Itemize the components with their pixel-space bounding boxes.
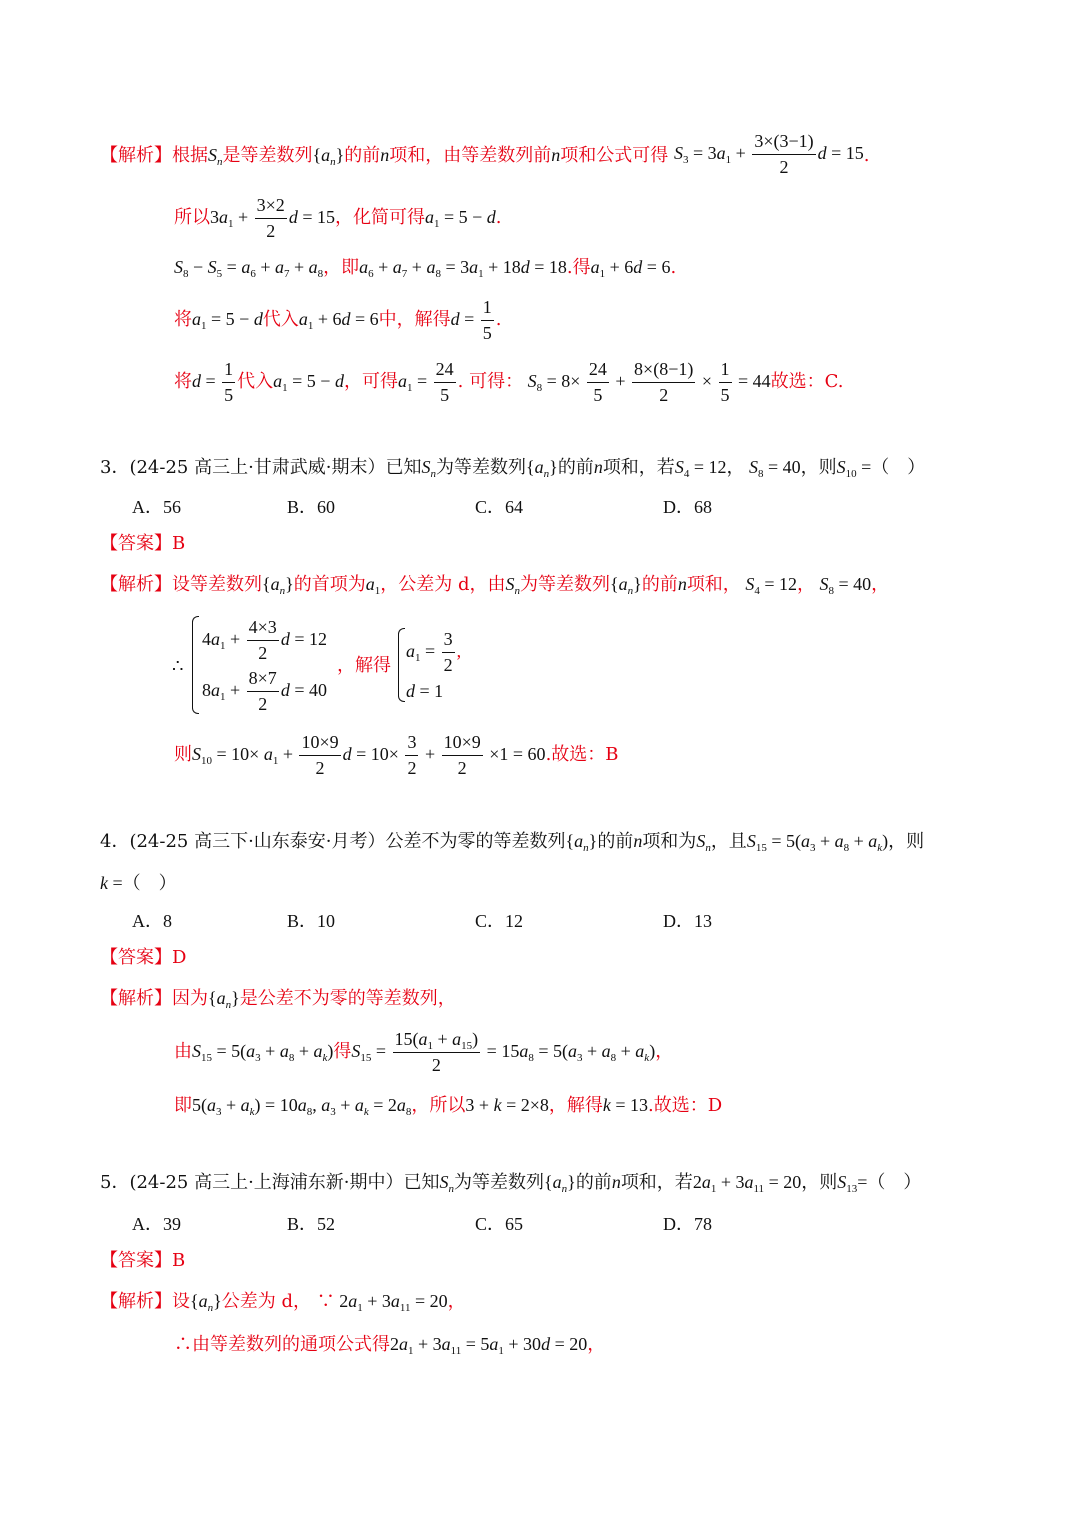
prev-solution-line-5: 将d = $\frac{1}{5}$ 代入$a_1 = 5 - d$，可得$a_1$ = $\frac{24}{5}$ . 可得： $S_8 = 8\times$ $\frac{24}{5}$ + $\frac{8\times(8-1)}{2}$ × $\frac{1}{5}$ = 44故选：C.	[174, 359, 844, 405]
q5-stem: 5．(24-25 高三上·上海浦东新·期中）已知$S_n$为等差数列$\{a_n\}$的前n项和，若$2a_1 + 3a_{11} = 20$，则$S_{13}=$（ ）	[100, 1172, 922, 1195]
q3-solution-line-3: 则$S_{10} = 10\times a_1$ + $\frac{10\times 9}{2}$ d = 10× $\frac{3}{2}$ + $\frac{10\times 9}{2}$ ×1 = 60.故选：B	[174, 732, 619, 778]
q3-option-c[interactable]: C．64	[475, 497, 524, 517]
prev-solution-line-2: 所以$3a_1$ + $\frac{3\times 2}{2}$ d = 15，化简可得$a_1 = 5 - d$.	[174, 195, 502, 241]
q4-stem-line-2: k =（ ）	[100, 873, 177, 894]
q3-option-d[interactable]: D．68	[663, 497, 712, 517]
q4-solution-line-2: 由$S_{15} = 5(a_3 + a_8 + a_k)$得$S_{15}$ = $\frac{15(a_1 + a_{15})}{2}$ = $15a_8 = 5(a_3 + a_8 + a_k)$，	[174, 1029, 674, 1075]
q5-solution-line-2: ∴由等差数列的通项公式得$2a_1 + 3a_{11} = 5a_1 + 30d = 20$，	[174, 1334, 606, 1357]
q5-option-b[interactable]: B．52	[287, 1214, 336, 1234]
q3-system-eq-2: $8a_1$ + $\frac{8\times 7}{2}$ d = 40	[202, 668, 327, 714]
q3-solve-text: ，解得	[337, 655, 391, 676]
q4-stem: 4．(24-25 高三下·山东泰安·月考）公差不为零的等差数列$\{a_n\}$的前n项和为$S_n$，且$S_{15} = 5(a_3 + a_8 + a_k)$，则	[100, 831, 925, 854]
q3-system-eq-1: $4a_1$ + $\frac{4\times 3}{2}$ d = 12	[202, 617, 327, 663]
prev-solution-line-3: $S_8 - S_5 = a_6 + a_7 + a_8$，即$a_6 + a_7 + a_8 = 3a_1 + 18d = 18$.得$a_1 + 6d = 6$.	[174, 257, 677, 280]
prev-solution-line-4: 将$a_1 = 5 - d$代入$a_1 + 6d = 6$中，解得d = $\frac{1}{5}$ .	[174, 297, 502, 343]
q3-answer: 【答案】B	[100, 533, 186, 554]
q3-brace-left-1	[192, 616, 199, 714]
q4-option-c[interactable]: C．12	[475, 911, 524, 931]
q3-therefore-symbol: ∴	[172, 656, 184, 676]
solution-label: 【解析】	[100, 144, 172, 166]
q3-option-b[interactable]: B．60	[287, 497, 336, 517]
q3-solution-line-1: 【解析】设等差数列$\{a_n\}$的首项为$a_1$，公差为 d，由$S_n$为等差数列$\{a_n\}$的前n项和， $S_4 = 12$， $S_8 = 40$，	[100, 574, 890, 597]
q4-solution-line-3: 即$5(a_3 + a_k) = 10a_8$, $a_3 + a_k = 2a_8$，所以3 + k = 2×8，解得k = 13.故选：D	[174, 1095, 723, 1118]
q5-answer: 【答案】B	[100, 1250, 186, 1271]
q5-solution-line-1: 【解析】设$\{a_n\}$公差为 d， ∵ $2a_1 + 3a_{11} = 20$，	[100, 1291, 466, 1314]
q5-option-a[interactable]: A．39	[132, 1214, 181, 1234]
prev-solution-line-1: 【解析】根据$S_n$是等差数列$\{a_n\}$的前n项和，由等差数列前n项和公式可得 $S_3 = 3a_1$ + $\frac{3\times(3-1)}{2}$ d = 15.	[100, 131, 870, 177]
q4-answer: 【答案】D	[100, 947, 187, 968]
q4-solution-line-1: 【解析】因为$\{a_n\}$是公差不为零的等差数列，	[100, 988, 456, 1011]
q5-answer-value: B	[172, 1250, 186, 1271]
q3-stem: 3．(24-25 高三上·甘肃武威·期末）已知$S_n$为等差数列$\{a_n\}$的前n项和，若$S_4 = 12$， $S_8 = 40$，则$S_{10}$ =（ ）	[100, 457, 926, 480]
q5-option-c[interactable]: C．65	[475, 1214, 524, 1234]
q4-option-b[interactable]: B．10	[287, 911, 336, 931]
q3-brace-left-2	[398, 628, 405, 702]
q5-option-d[interactable]: D．78	[663, 1214, 712, 1234]
q3-solved-d: d = 1	[406, 681, 444, 701]
q4-option-d[interactable]: D．13	[663, 911, 712, 931]
q4-answer-value: D	[172, 947, 187, 968]
q3-solved-a1: $a_1$ = $\frac{3}{2}$ ,	[406, 629, 462, 675]
q4-option-a[interactable]: A．8	[132, 911, 172, 931]
q3-answer-value: B	[172, 533, 186, 554]
q3-option-a[interactable]: A．56	[132, 497, 181, 517]
